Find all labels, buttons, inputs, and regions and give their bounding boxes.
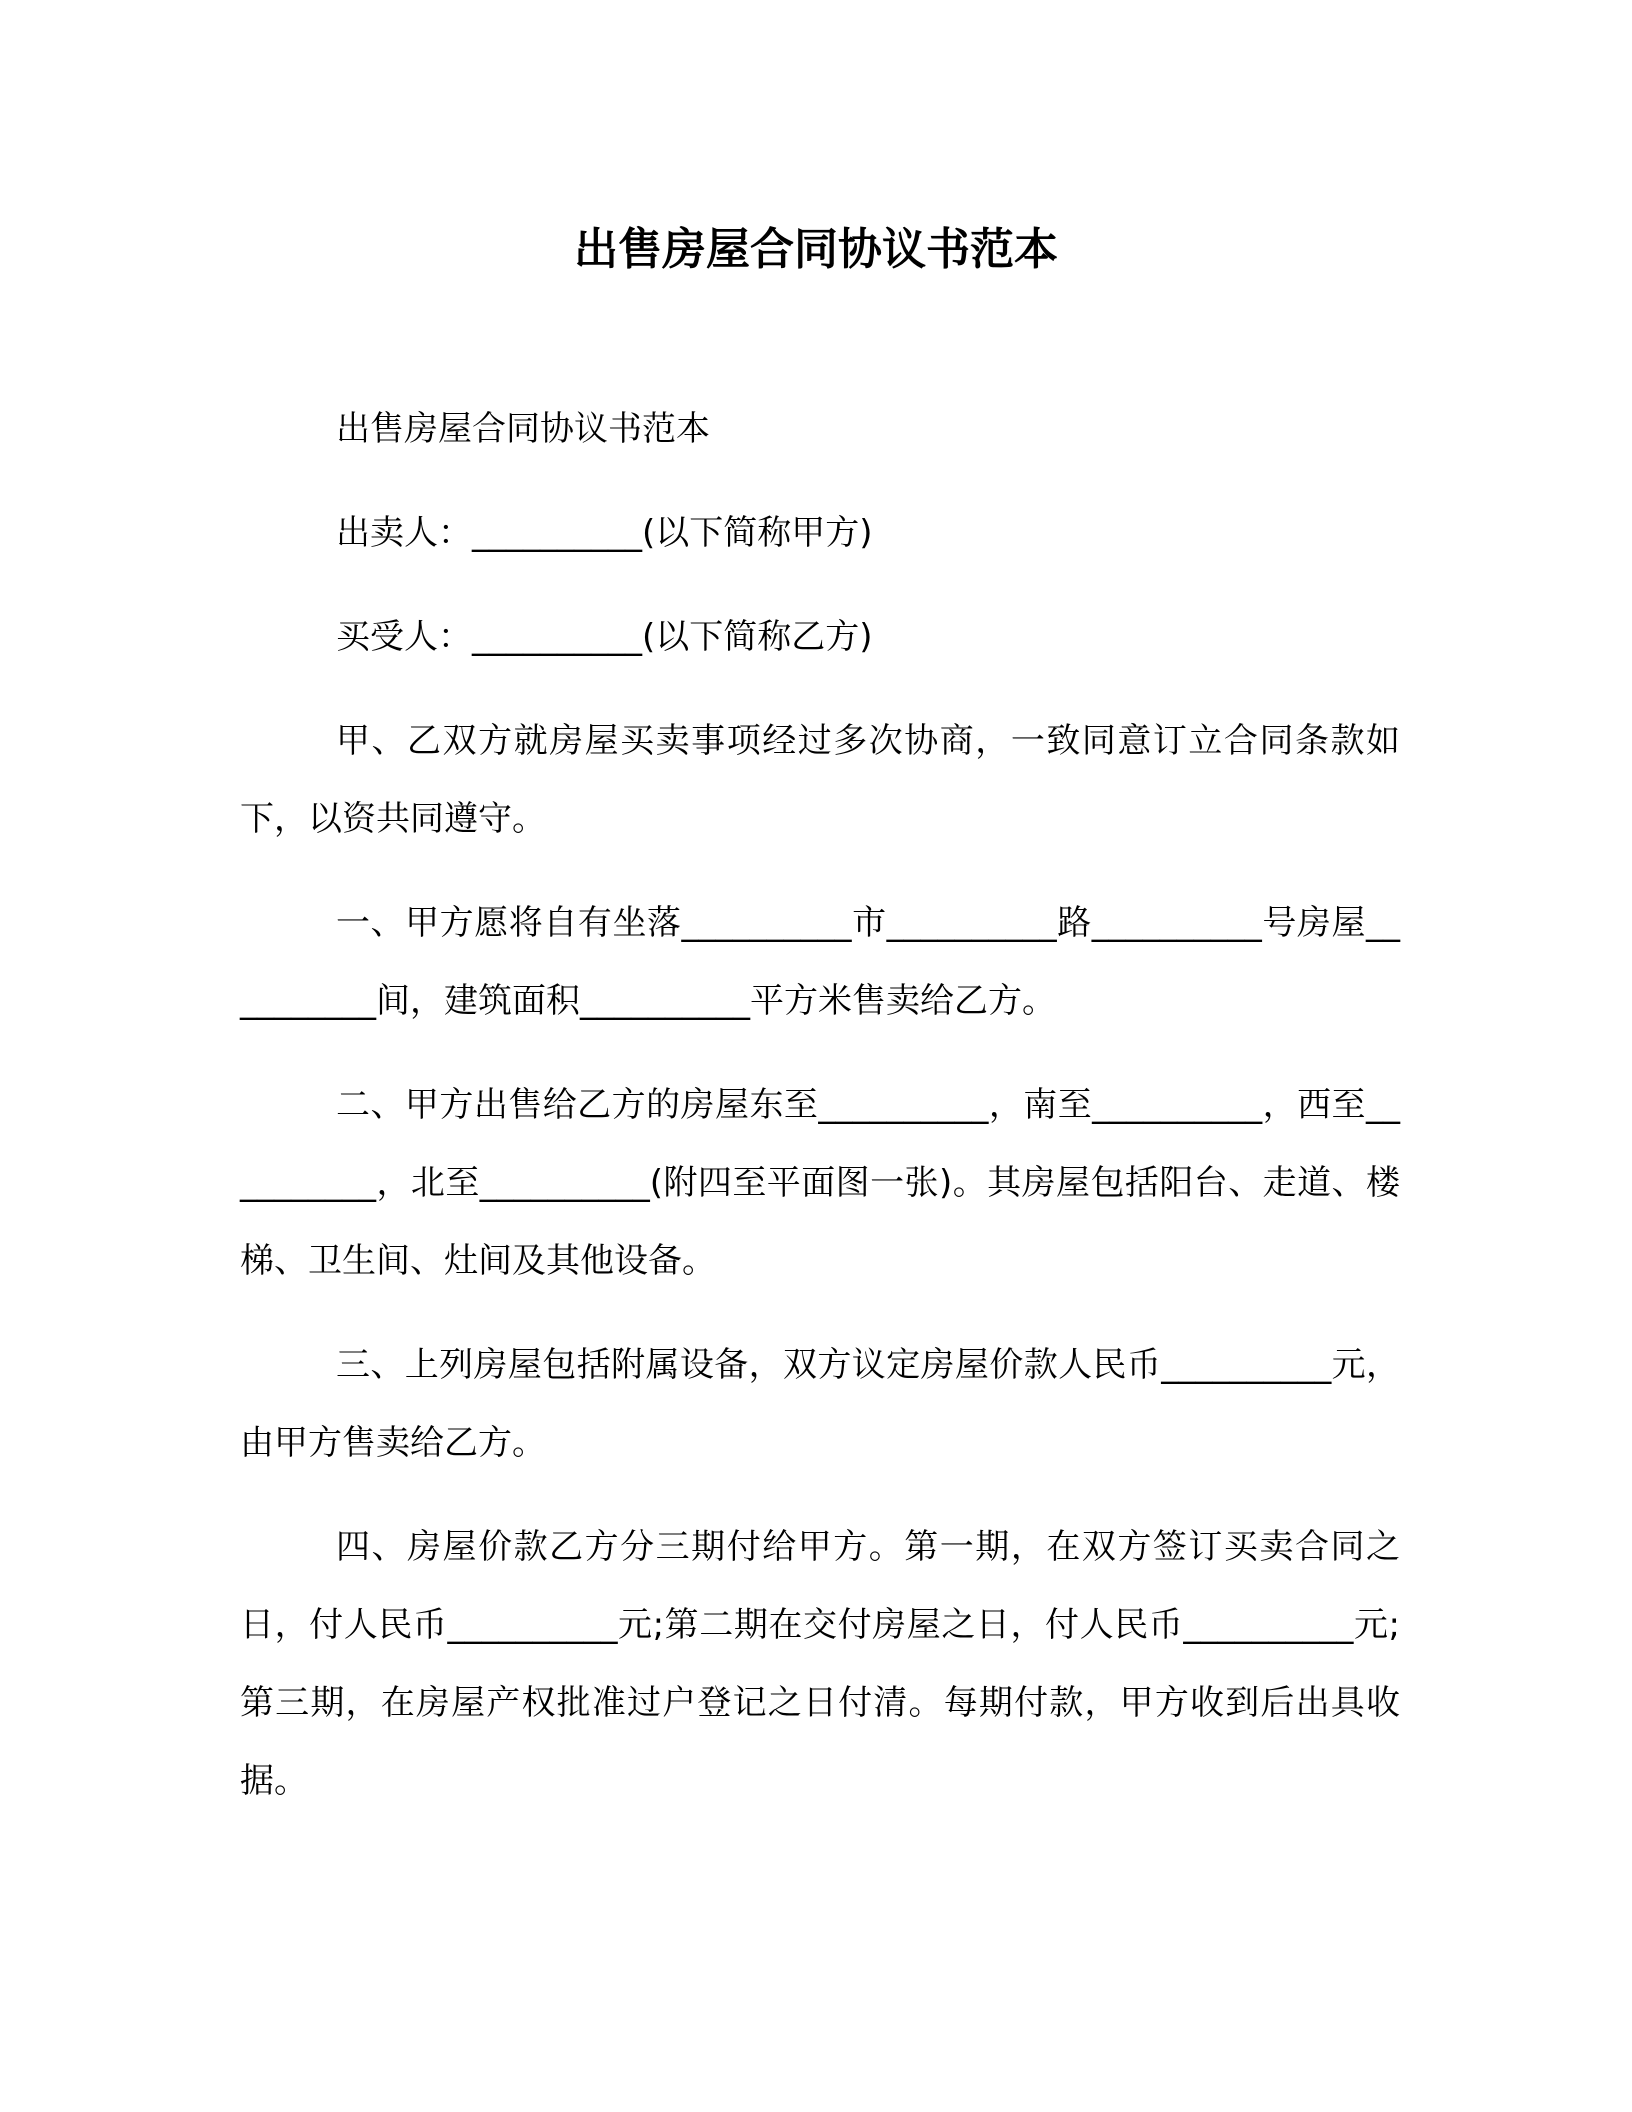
paragraph-subtitle: 出售房屋合同协议书范本 (336, 409, 710, 449)
paragraph-clause-4: 四、房屋价款乙方分三期付给甲方。第一期，在双方签订买卖合同之日，付人民币__________元;第二期在交付房屋之日，付人民币__________元;第三期，在房屋产权批准过户登记之日付清。每期付款，甲方收到后出具收据。 (240, 1527, 1400, 1801)
paragraph-buyer: 买受人：__________(以下简称乙方) (336, 617, 873, 657)
paragraph-clause-3: 三、上列房屋包括附属设备，双方议定房屋价款人民币__________元，由甲方售卖给乙方。 (240, 1345, 1400, 1463)
paragraph-clause-2: 二、甲方出售给乙方的房屋东至__________，南至__________，西至__________，北至__________(附四至平面图一张)。其房屋包括阳台、走道、楼梯、卫生间、灶间及其他设备。 (240, 1085, 1400, 1281)
document-title: 出售房屋合同协议书范本 (574, 224, 1058, 275)
document-body (240, 390, 1400, 1846)
paragraph-clause-1: 一、甲方愿将自有坐落__________市__________路__________号房屋__________间，建筑面积__________平方米售卖给乙方。 (240, 903, 1400, 1021)
paragraph-seller: 出卖人：__________(以下简称甲方) (336, 513, 873, 553)
paragraph-intro: 甲、乙双方就房屋买卖事项经过多次协商，一致同意订立合同条款如下，以资共同遵守。 (240, 721, 1400, 839)
